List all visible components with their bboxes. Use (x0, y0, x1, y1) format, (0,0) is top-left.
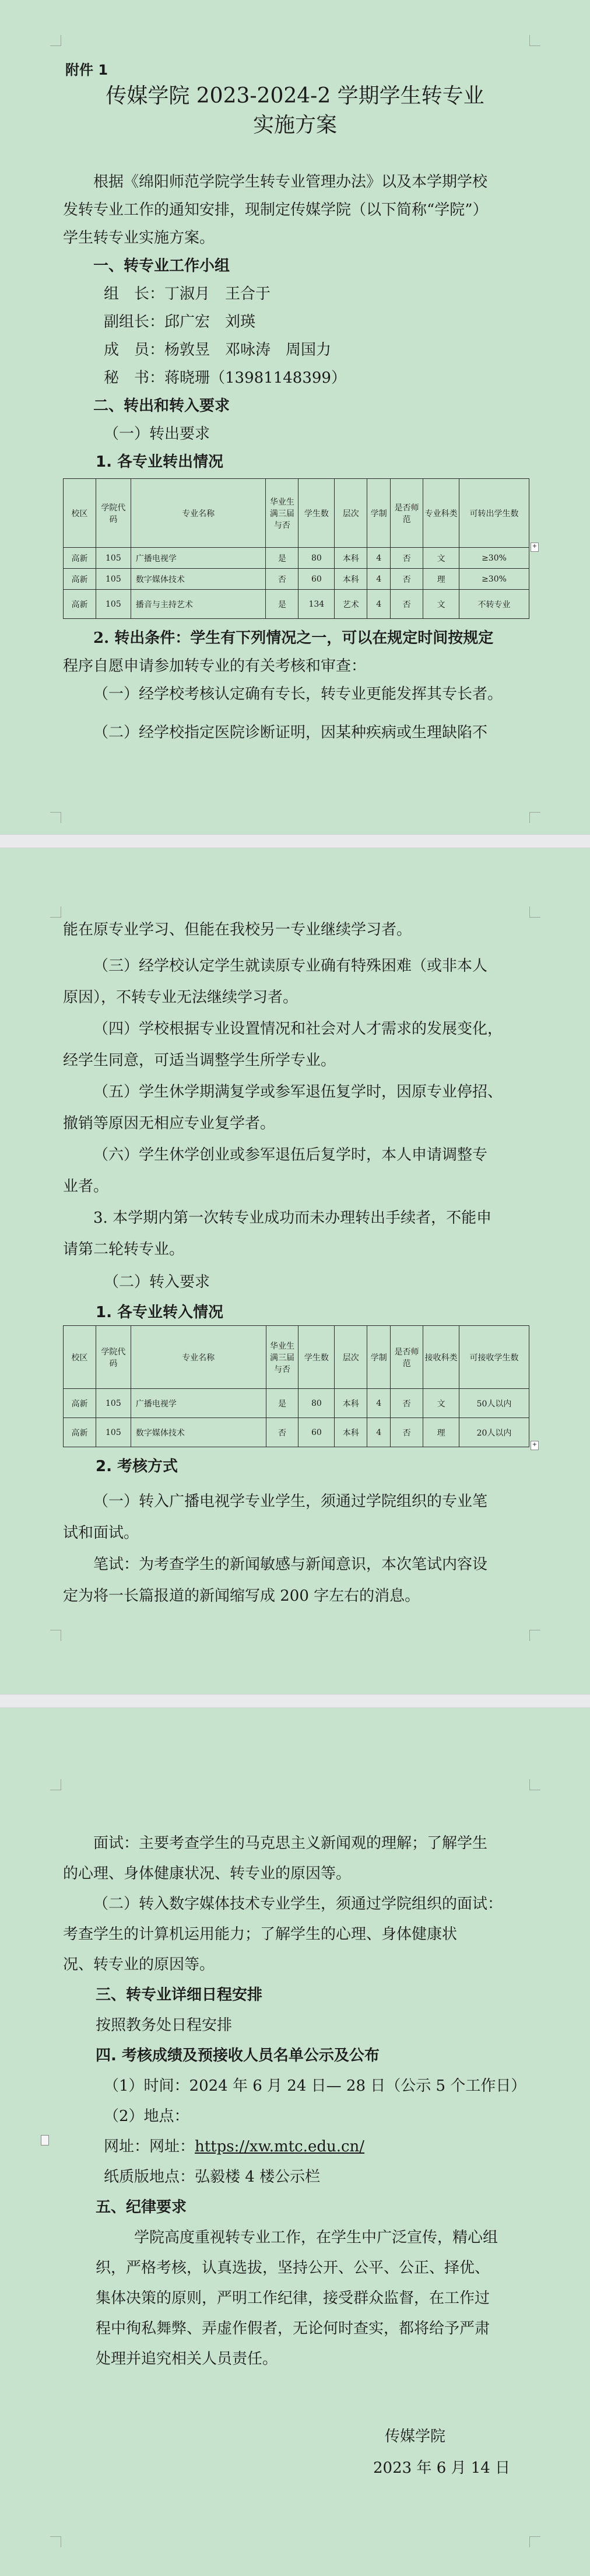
group-secretary: 秘 书：蒋晓珊（13981148399） (104, 369, 346, 387)
out-condition-b: （二）经学校指定医院诊断证明，因某种疾病或生理缺陷不 (93, 724, 488, 741)
paragraph: （四）学校根据专业设置情况和社会对人才需求的发展变化， (93, 1020, 503, 1038)
section-4-title: 四. 考核成绩及预接收人员名单公示及公布 (96, 2047, 380, 2064)
intro-line: 学生转专业实施方案。 (63, 229, 215, 247)
cell: 理 (423, 1418, 459, 1447)
th-transfer-count: 可转出学生数 (459, 479, 529, 548)
th-category: 专业科类 (423, 479, 459, 548)
intro-line: 根据《绵阳师范学院学生转专业管理办法》以及本学期学校 (93, 173, 488, 191)
paragraph: 笔试：为考查学生的新闻敏感与新闻意识，本次笔试内容设 (93, 1556, 488, 1573)
transfer-out-table (63, 478, 529, 619)
page-1 (0, 0, 590, 834)
signature-org: 传媒学院 (385, 2428, 446, 2445)
th-level: 层次 (335, 1326, 367, 1389)
cell: 本科 (335, 1389, 367, 1418)
cell: 105 (96, 1389, 131, 1418)
cell: 是 (266, 1389, 298, 1418)
cell: 不转专业 (459, 590, 529, 619)
corner-mark (529, 1779, 540, 1790)
th-students: 学生数 (298, 479, 335, 548)
publicity-place: （2）地点： (104, 2108, 189, 2125)
comment-marker-icon[interactable] (41, 2135, 49, 2146)
paragraph: 能在原专业学习、但能在我校另一专业继续学习者。 (63, 921, 412, 939)
section-1-title: 一、转专业工作小组 (93, 257, 230, 275)
cell: 60 (298, 569, 335, 590)
th-receive-count: 可接收学生数 (459, 1326, 529, 1389)
cell: 80 (298, 548, 335, 569)
cell: 4 (367, 590, 391, 619)
cell: 否 (391, 1389, 423, 1418)
cell: 否 (391, 590, 423, 619)
paragraph: 面试：主要考查学生的马克思主义新闻观的理解；了解学生 (93, 1835, 488, 1852)
cell: 4 (367, 569, 391, 590)
corner-mark (50, 812, 61, 823)
corner-mark (50, 907, 61, 918)
cell: 50人以内 (459, 1389, 529, 1418)
attachment-label: 附件 1 (65, 62, 108, 78)
th-campus: 校区 (64, 1326, 96, 1389)
corner-mark (50, 1779, 61, 1790)
table-row (64, 548, 529, 569)
cell: 文 (423, 590, 459, 619)
th-campus: 校区 (64, 479, 96, 548)
cell: 是 (266, 590, 298, 619)
cell: 理 (423, 569, 459, 590)
cell: 广播电视学 (131, 1389, 266, 1418)
th-level: 层次 (335, 479, 367, 548)
out-condition-line: 程序自愿申请参加转专业的有关考核和审查： (63, 657, 367, 675)
cell: 广播电视学 (131, 548, 266, 569)
th-major: 专业名称 (131, 479, 266, 548)
paragraph: 处理并追究相关人员责任。 (96, 2350, 278, 2368)
paragraph: （五）学生休学期满复学或参军退伍复学时，因原专业停招、 (93, 1083, 503, 1101)
cell: 本科 (335, 1418, 367, 1447)
paragraph: 原因），不转专业无法继续学习者。 (63, 989, 298, 1006)
cell: 否 (391, 548, 423, 569)
website-label: 网址：网址： (104, 2138, 195, 2155)
corner-mark (50, 2536, 61, 2547)
table-row (64, 1418, 529, 1447)
intro-line: 发转专业工作的通知安排，现制定传媒学院（以下简称“学院”） (63, 201, 488, 219)
cell: 4 (367, 548, 391, 569)
paragraph: （六）学生休学创业或参军退伍后复学时，本人申请调整专 (93, 1146, 488, 1164)
table-header-row (64, 1326, 529, 1389)
transfer-in-heading: （二）转入要求 (104, 1273, 210, 1291)
corner-mark (529, 1630, 540, 1641)
transfer-in-table-heading: 1. 各专业转入情况 (96, 1304, 224, 1321)
transfer-out-heading: （一）转出要求 (104, 425, 210, 443)
table-row (64, 590, 529, 619)
table-row (64, 569, 529, 590)
cell: 105 (96, 1418, 131, 1447)
cell: 60 (298, 1418, 335, 1447)
cell: 高新 (64, 590, 96, 619)
paragraph: 撤销等原因无相应专业复学者。 (63, 1115, 276, 1132)
cell: 数字媒体技术 (131, 569, 266, 590)
exam-title: 2. 考核方式 (96, 1458, 178, 1475)
cell: 105 (96, 590, 131, 619)
th-years: 学制 (367, 1326, 391, 1389)
th-category: 接收科类 (423, 1326, 459, 1389)
paragraph: （三）经学校认定学生就读原专业确有特殊困难（或非本人 (93, 957, 488, 975)
cell: 否 (266, 569, 298, 590)
cell: 134 (298, 590, 335, 619)
doc-title-line2: 实施方案 (252, 113, 337, 137)
cell: 高新 (64, 1418, 96, 1447)
publicity-time: （1）时间：2024 年 6 月 24 日— 28 日（公示 5 个工作日） (104, 2077, 526, 2095)
cell: 高新 (64, 569, 96, 590)
th-major: 专业名称 (131, 1326, 266, 1389)
section-2-title: 二、转出和转入要求 (93, 397, 230, 415)
th-grad: 华业生满三届与否 (266, 1326, 298, 1389)
cell: ≥30% (459, 569, 529, 590)
cell: 4 (367, 1418, 391, 1447)
signature-date: 2023 年 6 月 14 日 (373, 2459, 511, 2477)
cell: 20人以内 (459, 1418, 529, 1447)
th-students: 学生数 (298, 1326, 335, 1389)
cell: 105 (96, 569, 131, 590)
paragraph: 请第二轮转专业。 (63, 1241, 185, 1258)
transfer-out-table-heading: 1. 各专业转出情况 (96, 453, 224, 471)
paragraph: 经学生同意，可适当调整学生所学专业。 (63, 1052, 336, 1069)
th-code: 学院代码 (96, 479, 131, 548)
page-2 (0, 848, 590, 1694)
section-5-title: 五、纪律要求 (96, 2199, 187, 2216)
cell: 105 (96, 548, 131, 569)
group-vice: 副组长：邱广宏 刘瑛 (104, 313, 256, 331)
corner-mark (529, 35, 540, 46)
group-leader: 组 长：丁淑月 王合于 (104, 285, 271, 303)
cell: 高新 (64, 1389, 96, 1418)
th-code: 学院代码 (96, 1326, 131, 1389)
paragraph: 织，严格考核，认真选拔，坚持公开、公平、公正、择优、 (96, 2259, 490, 2277)
doc-title-line1: 传媒学院 2023-2024-2 学期学生转专业 (106, 84, 484, 108)
th-normal: 是否师范 (391, 479, 423, 548)
table-resize-handle[interactable]: + (531, 1441, 539, 1450)
group-members: 成 员：杨敦昱 邓咏涛 周国力 (104, 341, 332, 359)
out-condition-line (63, 626, 529, 650)
section-3-title: 三、转专业详细日程安排 (96, 1986, 263, 2004)
paragraph: 的心理、身体健康状况、转专业的原因等。 (63, 1865, 352, 1882)
paragraph: 定为将一长篇报道的新闻缩写成 200 字左右的消息。 (63, 1587, 420, 1605)
page-3 (0, 1708, 590, 2576)
corner-mark (50, 35, 61, 46)
th-years: 学制 (367, 479, 391, 548)
cell: 本科 (335, 548, 367, 569)
table-row (64, 1389, 529, 1418)
page-gap (0, 1694, 590, 1708)
page-gap (0, 834, 590, 848)
paper-location: 纸质版地点：弘毅楼 4 楼公示栏 (104, 2168, 321, 2186)
paragraph: 集体决策的原则，严明工作纪律，接受群众监督，在工作过 (96, 2290, 490, 2307)
cell: 是 (266, 548, 298, 569)
cell: 数字媒体技术 (131, 1418, 266, 1447)
paragraph: 况、转专业的原因等。 (63, 1956, 215, 1973)
table-header-row (64, 479, 529, 548)
corner-mark (529, 2536, 540, 2547)
out-condition-a: （一）经学校考核认定确有专长，转专业更能发挥其专长者。 (93, 685, 503, 703)
table-resize-handle[interactable]: + (531, 542, 539, 552)
paragraph: 试和面试。 (63, 1524, 139, 1542)
cell: 艺术 (335, 590, 367, 619)
cell: ≥30% (459, 548, 529, 569)
corner-mark (529, 907, 540, 918)
cell: 80 (298, 1389, 335, 1418)
paragraph: 业者。 (63, 1178, 109, 1195)
paragraph: 学院高度重视转专业工作，在学生中广泛宣传，精心组 (134, 2229, 498, 2246)
paragraph: （二）转入数字媒体技术专业学生，须通过学院组织的面试： (93, 1895, 503, 1913)
corner-mark (529, 812, 540, 823)
paragraph: 3. 本学期内第一次转专业成功而未办理转出手续者，不能申 (93, 1209, 492, 1227)
th-normal: 是否师范 (391, 1326, 423, 1389)
cell: 文 (423, 1389, 459, 1418)
cell: 高新 (64, 548, 96, 569)
cell: 文 (423, 548, 459, 569)
paragraph: （一）转入广播电视学专业学生，须通过学院组织的专业笔 (93, 1493, 488, 1510)
paragraph: 按照教务处日程安排 (96, 2017, 233, 2034)
cell: 否 (266, 1418, 298, 1447)
cell: 否 (391, 569, 423, 590)
paragraph: 考查学生的计算机运用能力；了解学生的心理、身体健康状 (63, 1926, 458, 1943)
cell: 4 (367, 1389, 391, 1418)
cell: 播音与主持艺术 (131, 590, 266, 619)
website-line (104, 2135, 570, 2158)
transfer-in-table (63, 1325, 529, 1447)
cell: 否 (391, 1418, 423, 1447)
cell: 本科 (335, 569, 367, 590)
out-condition-text: 2. 转出条件：学生有下列情况之一，可以在规定时间按规定 (93, 629, 494, 647)
paragraph: 程中徇私舞弊、弄虚作假者，无论何时查实，都将给予严肃 (96, 2320, 490, 2337)
th-grad: 华业生满三届与否 (266, 479, 298, 548)
corner-mark (50, 1630, 61, 1641)
website-link[interactable]: https://xw.mtc.edu.cn/ (195, 2138, 365, 2155)
